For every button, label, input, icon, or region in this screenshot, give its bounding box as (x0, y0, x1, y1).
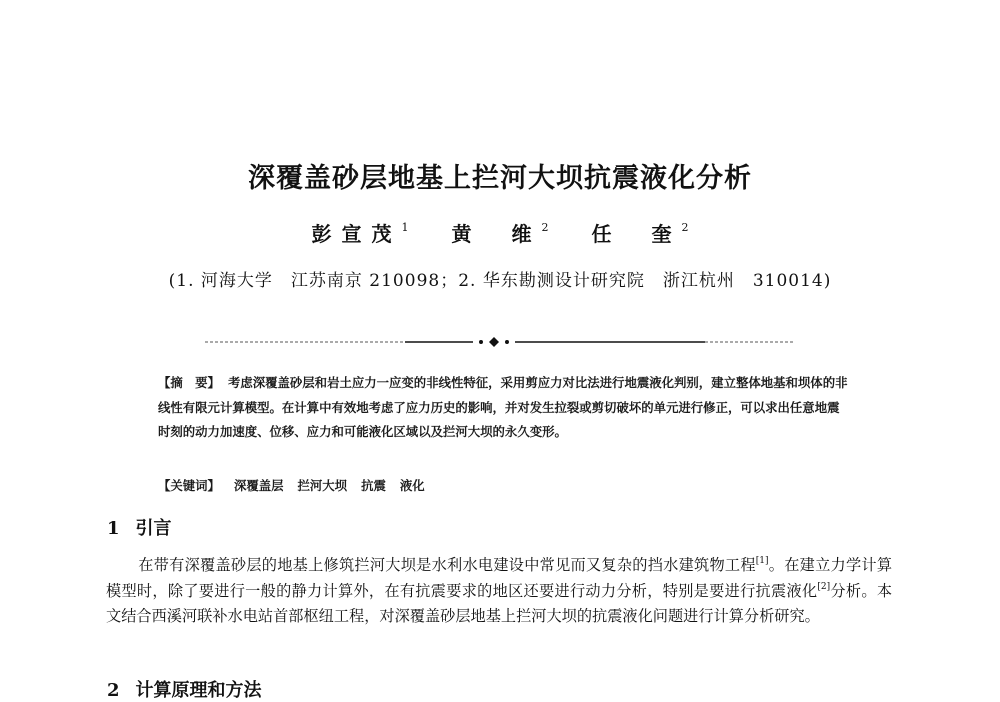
divider-dot (479, 340, 483, 344)
keyword: 拦河大坝 (297, 478, 348, 493)
author-3 (591, 218, 688, 247)
author-affil-mark: 2 (541, 221, 549, 234)
author-affil-mark: 1 (401, 221, 409, 234)
keyword: 抗震 (361, 478, 386, 493)
author-list (0, 218, 1000, 247)
divider-diamond (489, 337, 499, 347)
keywords (158, 476, 848, 494)
keywords-label: 【关键词】 (158, 478, 220, 493)
intro-text-part2: 。在建立力学计算模型时，除了要进行一般的静力计算外，在有抗震要求的地区还要进行动力分析，特别是要进行抗震液化 (106, 556, 892, 600)
section-number: 1 (107, 518, 120, 539)
abstract (158, 371, 848, 445)
paper-title: 深覆盖砂层地基上拦河大坝抗震液化分析 (248, 163, 752, 194)
divider-dot (505, 340, 509, 344)
author-name: 黄 维 (451, 222, 542, 246)
section-heading-1 (107, 514, 172, 540)
author-2 (452, 218, 549, 247)
keyword: 液化 (399, 478, 425, 493)
keyword: 深覆盖层 (233, 478, 284, 493)
author-name: 彭宣茂 (311, 222, 402, 246)
author-1 (312, 218, 409, 247)
intro-paragraph (106, 553, 892, 630)
section-number: 2 (107, 680, 120, 701)
citation-ref: [2] (817, 581, 831, 592)
intro-text-part1: 在带有深覆盖砂层的地基上修筑拦河大坝是水利水电建设中常见而又复杂的挡水建筑物工程 (138, 556, 756, 574)
section-title: 计算原理和方法 (135, 680, 262, 701)
author-affil-mark: 2 (681, 221, 689, 234)
citation-ref: [1] (755, 556, 769, 566)
ornamental-divider (205, 336, 795, 348)
section-heading-2 (107, 676, 262, 702)
abstract-text: 考虑深覆盖砂层和岩土应力一应变的非线性特征，采用剪应力对比法进行地震液化判别，建立整体地基和坝体的非线性有限元计算模型。在计算中有效地考虑了应力历史的影响，并对发生拉裂或剪切破坏的单元进行修正，可以求出任意地震时刻的动力加速度、位移、应力和可能液化区域以及拦河大坝的永久变形。 (158, 375, 848, 439)
author-name: 任 奎 (591, 222, 682, 246)
section-title: 引言 (135, 518, 172, 539)
abstract-label: 【摘 要】 (158, 375, 220, 390)
affiliations: (1. 河海大学 江苏南京 210098；2. 华东勘测设计研究院 浙江杭州 310014) (168, 271, 832, 291)
intro-text-part3: 分析。本文结合西溪河联补水电站首部枢纽工程，对深覆盖砂层地基上拦河大坝的抗震液化问题进行计算分析研究。 (106, 581, 893, 625)
